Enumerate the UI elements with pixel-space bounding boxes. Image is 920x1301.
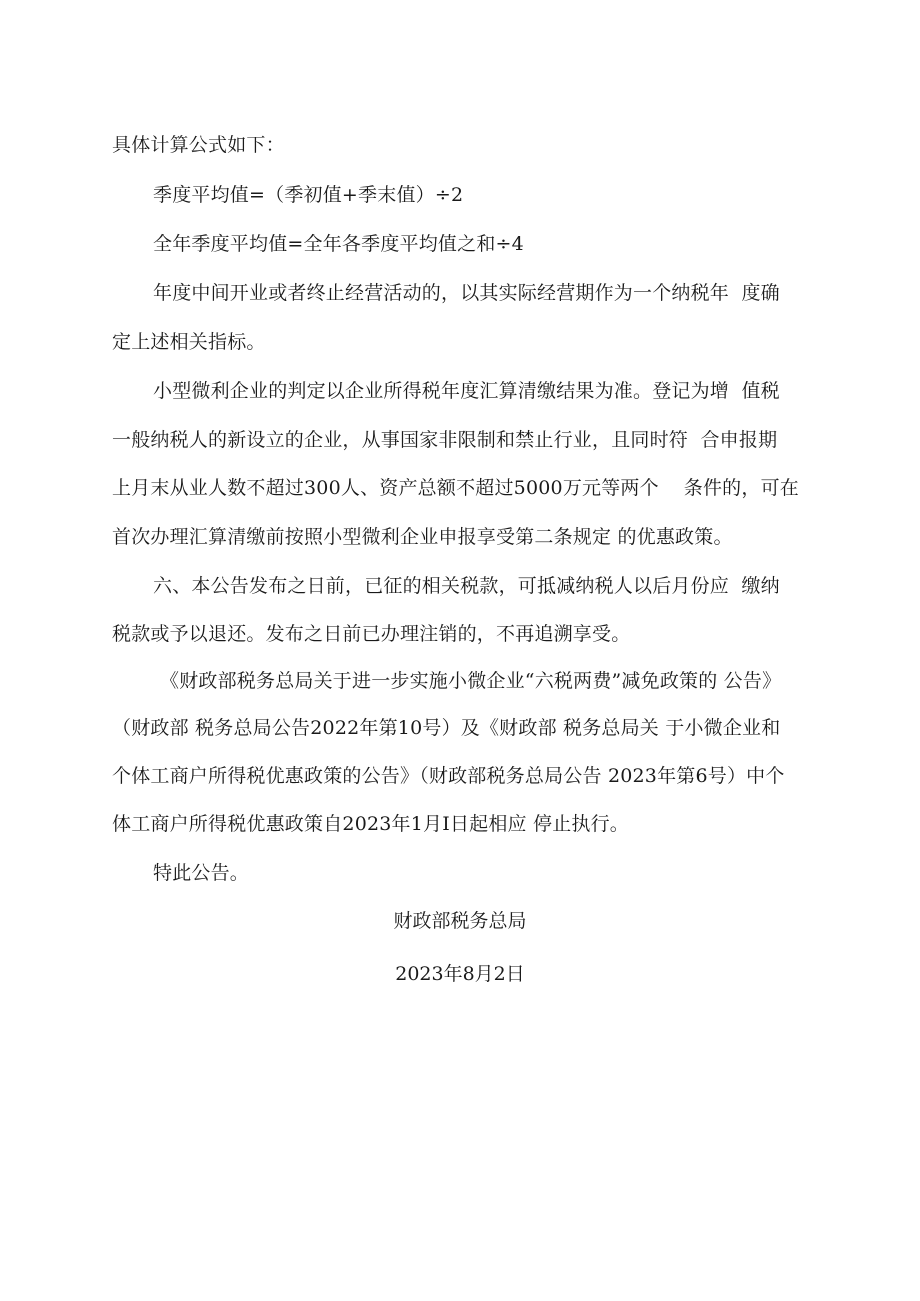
paragraph-line: 季度平均值=（季初值+季末值）÷2 — [153, 184, 464, 206]
paragraph-line: 税款或予以退还。发布之日前已办理注销的，不再追溯享受。 — [112, 623, 631, 645]
paragraph-line: （财政部 税务总局公告2022年第10号）及《财政部 税务总局关 于小微企业和 — [112, 717, 781, 739]
paragraph-line: 定上述相关指标。 — [112, 331, 266, 353]
paragraph-line: 特此公告。 — [153, 862, 250, 884]
paragraph-line: 年度中间开业或者终止经营活动的，以其实际经营期作为一个纳税年 度确 — [153, 282, 780, 304]
paragraph-line: 体工商户所得税优惠政策自2023年1月I日起相应 停止执行。 — [112, 813, 629, 835]
paragraph-line: 首次办理汇算清缴前按照小型微利企业申报享受第二条规定 的优惠政策。 — [112, 526, 733, 548]
paragraph-line: 具体计算公式如下： — [112, 134, 285, 156]
paragraph-line: 全年季度平均值=全年各季度平均值之和÷4 — [153, 233, 524, 255]
paragraph-line: 六、本公告发布之日前，已征的相关税款，可抵减纳税人以后月份应 缴纳 — [153, 575, 780, 597]
paragraph-line: 上月末从业人数不超过300人、资产总额不超过5000万元等两个 条件的，可在 — [112, 477, 799, 499]
issue-date: 2023年8月2日 — [395, 963, 525, 985]
paragraph-line: 小型微利企业的判定以企业所得税年度汇算清缴结果为准。登记为增 值税 — [153, 380, 780, 402]
paragraph-line: 一般纳税人的新设立的企业，从事国家非限制和禁止行业，且同时符 合申报期 — [112, 429, 778, 451]
paragraph-line: 《财政部税务总局关于进一步实施小微企业“六税两费”减免政策的 公告》 — [160, 670, 782, 692]
paragraph-line: 个体工商户所得税优惠政策的公告》（财政部税务总局公告 2023年第6号）中个 — [112, 765, 785, 787]
issuer-name: 财政部税务总局 — [393, 910, 527, 932]
